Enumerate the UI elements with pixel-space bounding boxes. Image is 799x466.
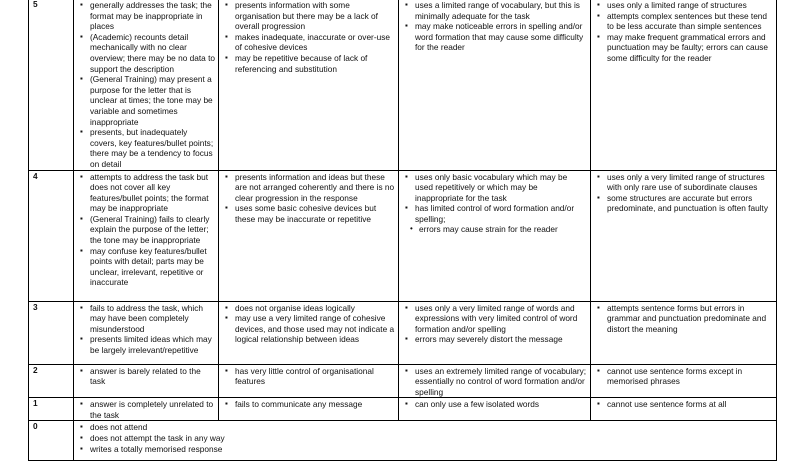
band-row-2 (29, 364, 777, 398)
grammar-cell (591, 398, 777, 421)
descriptor-item: ▪ makes inadequate, inaccurate or over-use of cohesive devices (223, 32, 395, 53)
task-achievement-cell (74, 398, 219, 421)
descriptor-item: ▪ does not attend (78, 422, 773, 433)
descriptor-item: ▪ some structures are accurate but errors predominate, and punctuation is often faulty (595, 193, 773, 214)
descriptor-item: ▪ generally addresses the task; the format may be inappropriate in places (78, 0, 215, 32)
descriptor-item: ▪ fails to communicate any message (223, 399, 395, 410)
grammar-cell (591, 0, 777, 170)
descriptor-item: ▪ presents information with some organisation but there may be a lack of overall progression (223, 0, 395, 32)
descriptor-item: ▪ may confuse key features/bullet points with detail; parts may be unclear, irrelevant, repetitive or inaccurate (78, 246, 215, 288)
coherence-cohesion-cell (219, 364, 399, 398)
descriptor-item: ▪ answer is completely unrelated to the task (78, 399, 215, 420)
descriptor-item: ▪ does not organise ideas logically (223, 303, 395, 314)
band-score: 3 (29, 301, 74, 364)
coherence-cohesion-cell (219, 0, 399, 170)
lexical-resource-cell (399, 170, 591, 301)
band-score: 1 (29, 398, 74, 421)
grammar-cell (591, 364, 777, 398)
descriptor-item: ▪ uses only a very limited range of structures with only rare use of subordinate clauses (595, 172, 773, 193)
coherence-cohesion-cell (219, 170, 399, 301)
descriptor-item: ▪ (General Training) fails to clearly explain the purpose of the letter; the tone may be inappropriate (78, 214, 215, 246)
descriptor-item: ▪ cannot use sentence forms at all (595, 399, 773, 410)
descriptor-subitem: • errors may cause strain for the reader (403, 224, 587, 235)
descriptor-item: ▪ answer is barely related to the task (78, 366, 215, 387)
descriptor-item: ▪ (Academic) recounts detail mechanically with no clear overview; there may be no data to support the description (78, 32, 215, 74)
descriptor-item: ▪ uses only a very limited range of words and expressions with very limited control of word formation and/or spelling (403, 303, 587, 335)
band-zero-cell (74, 421, 777, 461)
descriptor-item: ▪ presents limited ideas which may be largely irrelevant/repetitive (78, 334, 215, 355)
band-row-4 (29, 170, 777, 301)
lexical-resource-cell (399, 364, 591, 398)
band-score: 0 (29, 421, 74, 461)
band-score: 4 (29, 170, 74, 301)
band-score: 5 (29, 0, 74, 170)
descriptor-item: ▪ may be repetitive because of lack of referencing and substitution (223, 53, 395, 74)
band-row-1 (29, 398, 777, 421)
descriptor-item: ▪ does not attempt the task in any way (78, 433, 773, 444)
task-achievement-cell (74, 301, 219, 364)
lexical-resource-cell (399, 0, 591, 170)
coherence-cohesion-cell (219, 398, 399, 421)
descriptor-item: ▪ may make frequent grammatical errors and punctuation may be faulty; errors can cause some difficulty for the reader (595, 32, 773, 64)
band-score: 2 (29, 364, 74, 398)
descriptor-item: ▪ fails to address the task, which may have been completely misunderstood (78, 303, 215, 335)
descriptor-item: ▪ attempts to address the task but does not cover all key features/bullet points; the format may be inappropriate (78, 172, 215, 214)
descriptor-item: ▪ attempts complex sentences but these tend to be less accurate than simple sentences (595, 11, 773, 32)
descriptor-item: ▪ uses only a limited range of structures (595, 0, 773, 11)
task-achievement-cell (74, 0, 219, 170)
descriptor-item: ▪ may use a very limited range of cohesive devices, and those used may not indicate a logical relationship between ideas (223, 313, 395, 345)
descriptor-item: ▪ (General Training) may present a purpose for the letter that is unclear at times; the tone may be variable and sometimes inappropriate (78, 74, 215, 127)
descriptor-item: ▪ uses a limited range of vocabulary, but this is minimally adequate for the task (403, 0, 587, 21)
coherence-cohesion-cell (219, 301, 399, 364)
descriptor-item: ▪ presents information and ideas but these are not arranged coherently and there is no clear progression in the response (223, 172, 395, 204)
descriptor-item: ▪ errors may severely distort the message (403, 334, 587, 345)
descriptor-item: ▪ writes a totally memorised response (78, 444, 773, 455)
task-achievement-cell (74, 364, 219, 398)
descriptor-item: ▪ may make noticeable errors in spelling and/or word formation that may cause some difficulty for the reader (403, 21, 587, 53)
descriptor-item: ▪ presents, but inadequately covers, key features/bullet points; there may be a tendency to focus on detail (78, 127, 215, 169)
descriptor-item: ▪ uses only basic vocabulary which may be used repetitively or which may be inappropriate for the task (403, 172, 587, 204)
band-row-3 (29, 301, 777, 364)
task-achievement-cell (74, 170, 219, 301)
band-row-5 (29, 0, 777, 170)
descriptor-item: ▪ attempts sentence forms but errors in grammar and punctuation predominate and distort the meaning (595, 303, 773, 335)
grammar-cell (591, 170, 777, 301)
lexical-resource-cell (399, 398, 591, 421)
descriptor-item: ▪ cannot use sentence forms except in memorised phrases (595, 366, 773, 387)
band-descriptors-table (28, 0, 777, 461)
descriptor-item: ▪ uses some basic cohesive devices but these may be inaccurate or repetitive (223, 203, 395, 224)
descriptor-item: ▪ has very little control of organisational features (223, 366, 395, 387)
band-row-0 (29, 421, 777, 461)
descriptor-item: ▪ has limited control of word formation and/or spelling; (403, 203, 587, 224)
grammar-cell (591, 301, 777, 364)
descriptor-item: ▪ can only use a few isolated words (403, 399, 587, 410)
lexical-resource-cell (399, 301, 591, 364)
descriptor-item: ▪ uses an extremely limited range of vocabulary; essentially no control of word formation and/or spelling (403, 366, 587, 398)
